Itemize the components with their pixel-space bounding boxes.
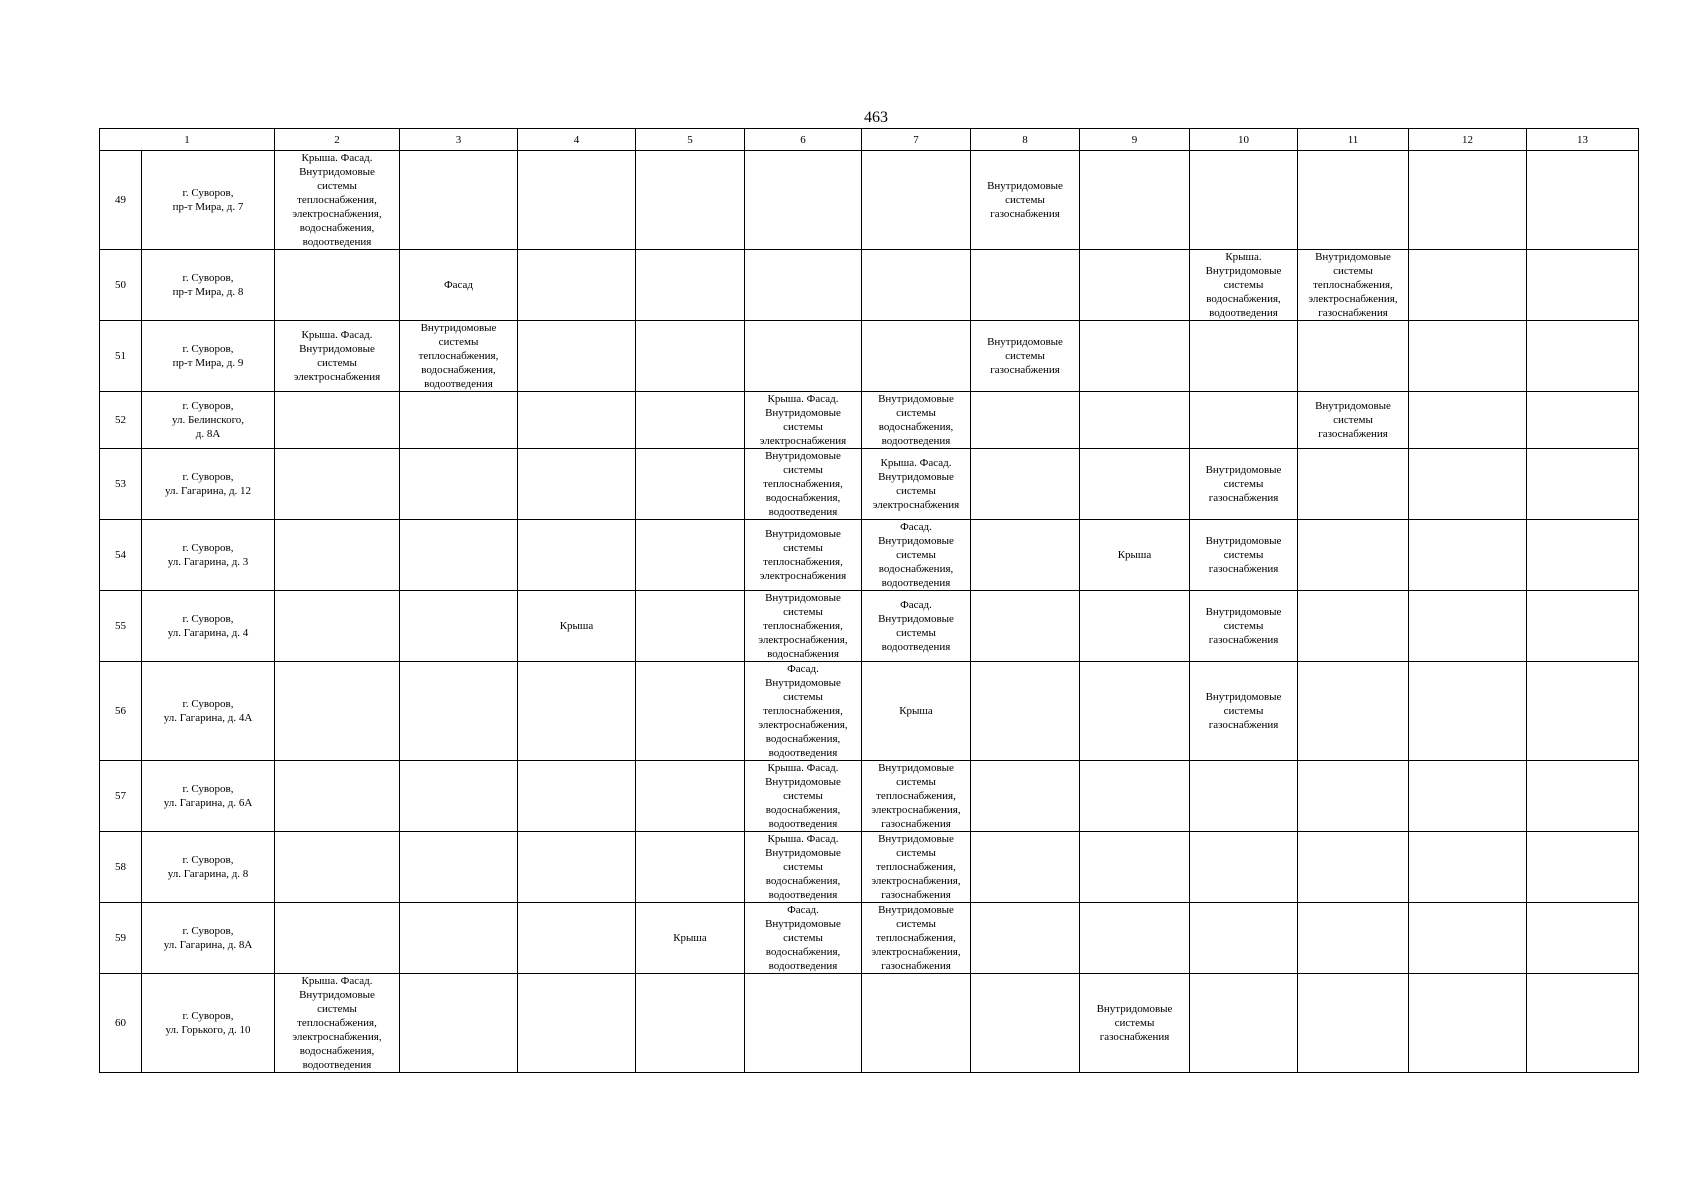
address-cell	[142, 449, 275, 520]
work-cell	[636, 832, 745, 903]
work-cell	[1527, 250, 1639, 321]
work-cell	[862, 321, 971, 392]
work-cell	[745, 832, 862, 903]
work-cell	[745, 591, 862, 662]
work-cell	[518, 761, 636, 832]
work-cell	[1409, 761, 1527, 832]
work-text: Крыша	[559, 620, 594, 632]
work-cell	[1527, 761, 1639, 832]
work-cell	[275, 832, 400, 903]
work-cell	[275, 591, 400, 662]
work-cell	[400, 974, 518, 1073]
address-text: г. Суворов, ул. Гагарина, д. 4А	[163, 698, 253, 724]
column-header: 7	[862, 129, 971, 151]
table-row	[100, 392, 1639, 449]
work-cell	[1190, 761, 1298, 832]
column-header: 5	[636, 129, 745, 151]
row-number: 53	[100, 449, 142, 520]
work-cell	[1409, 591, 1527, 662]
work-cell	[1080, 321, 1190, 392]
column-header: 2	[275, 129, 400, 151]
work-text: Крыша. Фасад. Внутридомовые системы электроснабжения	[759, 393, 847, 447]
work-cell	[1527, 321, 1639, 392]
work-text: Крыша. Фасад. Внутридомовые системы теплоснабжения, электроснабжения, водоснабжения, водоотведения	[292, 152, 382, 248]
work-text: Фасад. Внутридомовые системы водоотведения	[878, 599, 954, 653]
work-text: Фасад. Внутридомовые системы водоснабжения, водоотведения	[765, 904, 841, 972]
work-cell	[400, 903, 518, 974]
work-cell	[1190, 321, 1298, 392]
address-cell	[142, 392, 275, 449]
work-cell	[275, 321, 400, 392]
work-cell	[275, 761, 400, 832]
address-cell	[142, 151, 275, 250]
work-cell	[1080, 662, 1190, 761]
work-text: Внутридомовые системы теплоснабжения, электроснабжения, водоснабжения	[758, 592, 848, 660]
work-cell	[400, 449, 518, 520]
work-cell	[1298, 520, 1409, 591]
row-number: 50	[100, 250, 142, 321]
work-cell	[1080, 151, 1190, 250]
work-cell	[862, 520, 971, 591]
work-cell	[1409, 832, 1527, 903]
column-header: 10	[1190, 129, 1298, 151]
work-text: Крыша	[1117, 549, 1152, 561]
work-cell	[1527, 591, 1639, 662]
work-cell	[971, 392, 1080, 449]
work-cell	[745, 662, 862, 761]
work-cell	[971, 832, 1080, 903]
work-cell	[971, 321, 1080, 392]
work-cell	[636, 974, 745, 1073]
work-cell	[636, 449, 745, 520]
work-cell	[1190, 903, 1298, 974]
work-text: Внутридомовые системы газоснабжения	[1205, 606, 1282, 646]
work-cell	[1409, 903, 1527, 974]
work-cell	[518, 832, 636, 903]
work-cell	[518, 321, 636, 392]
work-cell	[400, 392, 518, 449]
column-header: 1	[100, 129, 275, 151]
address-text: г. Суворов, ул. Горького, д. 10	[165, 1010, 251, 1036]
table-row	[100, 449, 1639, 520]
work-cell	[1298, 974, 1409, 1073]
work-cell	[518, 392, 636, 449]
work-cell	[745, 250, 862, 321]
work-text: Внутридомовые системы теплоснабжения, электроснабжения, газоснабжения	[871, 833, 961, 901]
address-text: г. Суворов, ул. Гагарина, д. 12	[164, 471, 252, 497]
address-cell	[142, 591, 275, 662]
work-cell	[636, 591, 745, 662]
work-text: Внутридомовые системы газоснабжения	[987, 180, 1063, 220]
address-cell	[142, 903, 275, 974]
page-number: 463	[864, 109, 888, 126]
work-cell	[636, 761, 745, 832]
work-cell	[400, 662, 518, 761]
work-cell	[1527, 974, 1639, 1073]
work-cell	[518, 520, 636, 591]
work-cell	[971, 591, 1080, 662]
table-row	[100, 903, 1639, 974]
work-cell	[275, 903, 400, 974]
work-cell	[518, 250, 636, 321]
work-cell	[1298, 250, 1409, 321]
address-text: г. Суворов, ул. Белинского, д. 8А	[171, 400, 245, 440]
row-number: 55	[100, 591, 142, 662]
work-cell	[1080, 974, 1190, 1073]
address-cell	[142, 832, 275, 903]
work-cell	[745, 392, 862, 449]
work-cell	[1527, 520, 1639, 591]
work-cell	[862, 974, 971, 1073]
row-number: 60	[100, 974, 142, 1073]
work-text: Внутридомовые системы газоснабжения	[1205, 464, 1282, 504]
work-cell	[971, 761, 1080, 832]
row-number: 59	[100, 903, 142, 974]
table-row	[100, 591, 1639, 662]
address-text: г. Суворов, ул. Гагарина, д. 6А	[163, 783, 253, 809]
address-cell	[142, 761, 275, 832]
work-text: Внутридомовые системы газоснабжения	[987, 336, 1063, 376]
work-cell	[971, 974, 1080, 1073]
row-number: 52	[100, 392, 142, 449]
work-cell	[275, 250, 400, 321]
address-text: г. Суворов, ул. Гагарина, д. 8А	[163, 925, 253, 951]
row-number: 51	[100, 321, 142, 392]
work-cell	[1190, 520, 1298, 591]
table-body	[100, 151, 1639, 1073]
work-cell	[745, 903, 862, 974]
work-cell	[518, 974, 636, 1073]
work-text: Крыша. Фасад. Внутридомовые системы теплоснабжения, электроснабжения, водоснабжения, водоотведения	[292, 975, 382, 1071]
work-cell	[636, 392, 745, 449]
column-header: 13	[1527, 129, 1639, 151]
work-cell	[1527, 662, 1639, 761]
table-row	[100, 761, 1639, 832]
address-text: г. Суворов, пр-т Мира, д. 7	[172, 187, 244, 213]
work-cell	[1298, 591, 1409, 662]
work-cell	[1190, 662, 1298, 761]
work-cell	[745, 151, 862, 250]
work-cell	[1080, 250, 1190, 321]
work-cell	[971, 903, 1080, 974]
work-cell	[1409, 250, 1527, 321]
work-cell	[971, 449, 1080, 520]
table-row	[100, 662, 1639, 761]
work-cell	[1527, 392, 1639, 449]
work-cell	[1190, 974, 1298, 1073]
work-cell	[275, 974, 400, 1073]
work-cell	[636, 662, 745, 761]
work-cell	[518, 662, 636, 761]
work-cell	[1190, 392, 1298, 449]
work-cell	[862, 662, 971, 761]
work-cell	[518, 151, 636, 250]
work-cell	[862, 449, 971, 520]
work-cell	[400, 151, 518, 250]
work-text: Крыша. Фасад. Внутридомовые системы водоснабжения, водоотведения	[765, 833, 841, 901]
work-cell	[745, 449, 862, 520]
work-cell	[1527, 151, 1639, 250]
work-cell	[1298, 662, 1409, 761]
work-cell	[1190, 250, 1298, 321]
column-number-row	[100, 129, 1639, 151]
work-cell	[862, 903, 971, 974]
work-cell	[400, 250, 518, 321]
work-cell	[1298, 151, 1409, 250]
work-cell	[745, 321, 862, 392]
work-text: Внутридомовые системы теплоснабжения, водоснабжения, водоотведения	[763, 450, 843, 518]
schedule-table	[99, 128, 1639, 1073]
work-text: Внутридомовые системы теплоснабжения, электроснабжения, газоснабжения	[871, 904, 961, 972]
work-cell	[971, 662, 1080, 761]
work-text: Крыша. Фасад. Внутридомовые системы электроснабжения	[293, 329, 381, 383]
row-number: 56	[100, 662, 142, 761]
row-number: 49	[100, 151, 142, 250]
work-cell	[400, 321, 518, 392]
work-cell	[1190, 151, 1298, 250]
work-cell	[1298, 449, 1409, 520]
work-cell	[971, 151, 1080, 250]
column-header: 9	[1080, 129, 1190, 151]
work-cell	[1298, 392, 1409, 449]
work-cell	[275, 392, 400, 449]
table-row	[100, 321, 1639, 392]
table-row	[100, 974, 1639, 1073]
work-cell	[1409, 974, 1527, 1073]
work-text: Крыша	[899, 705, 933, 717]
address-text: г. Суворов, ул. Гагарина, д. 8	[167, 854, 249, 880]
work-text: Крыша. Фасад. Внутридомовые системы водоснабжения, водоотведения	[765, 762, 841, 830]
work-cell	[1080, 591, 1190, 662]
work-cell	[400, 591, 518, 662]
table-row	[100, 520, 1639, 591]
address-cell	[142, 974, 275, 1073]
work-cell	[275, 151, 400, 250]
address-cell	[142, 520, 275, 591]
work-cell	[1190, 832, 1298, 903]
work-text: Крыша. Фасад. Внутридомовые системы электроснабжения	[872, 457, 960, 511]
table-row	[100, 832, 1639, 903]
work-cell	[745, 974, 862, 1073]
address-text: г. Суворов, пр-т Мира, д. 9	[172, 343, 244, 369]
work-text: Фасад. Внутридомовые системы водоснабжения, водоотведения	[878, 521, 954, 589]
row-number: 54	[100, 520, 142, 591]
work-text: Крыша	[673, 932, 707, 944]
work-cell	[636, 903, 745, 974]
address-text: г. Суворов, ул. Гагарина, д. 4	[167, 613, 249, 639]
work-cell	[862, 761, 971, 832]
table-row	[100, 250, 1639, 321]
work-cell	[1409, 449, 1527, 520]
work-cell	[275, 662, 400, 761]
work-cell	[1298, 832, 1409, 903]
work-cell	[1080, 449, 1190, 520]
work-cell	[636, 321, 745, 392]
work-cell	[1409, 392, 1527, 449]
work-cell	[1409, 520, 1527, 591]
work-cell	[636, 250, 745, 321]
work-cell	[636, 520, 745, 591]
work-cell	[1298, 903, 1409, 974]
work-cell	[1298, 761, 1409, 832]
work-text: Внутридомовые системы теплоснабжения, водоснабжения, водоотведения	[418, 322, 499, 390]
work-cell	[862, 151, 971, 250]
work-text: Фасад. Внутридомовые системы теплоснабжения, электроснабжения, водоснабжения, водоотведения	[758, 663, 848, 759]
work-cell	[1527, 449, 1639, 520]
work-text: Внутридомовые системы газоснабжения	[1205, 691, 1282, 731]
work-cell	[971, 250, 1080, 321]
work-text: Фасад	[443, 279, 474, 291]
work-cell	[745, 520, 862, 591]
table-row	[100, 151, 1639, 250]
work-text: Внутридомовые системы теплоснабжения, электроснабжения	[759, 528, 847, 582]
work-text: Внутридомовые системы теплоснабжения, электроснабжения, газоснабжения	[871, 762, 961, 830]
work-cell	[1080, 761, 1190, 832]
work-cell	[1409, 662, 1527, 761]
work-cell	[862, 250, 971, 321]
work-text: Внутридомовые системы газоснабжения	[1096, 1003, 1173, 1043]
work-cell	[862, 392, 971, 449]
work-cell	[1298, 321, 1409, 392]
work-text: Внутридомовые системы водоснабжения, водоотведения	[878, 393, 954, 447]
work-cell	[400, 520, 518, 591]
work-cell	[1190, 591, 1298, 662]
work-cell	[518, 903, 636, 974]
work-cell	[400, 832, 518, 903]
work-cell	[275, 520, 400, 591]
work-cell	[1409, 321, 1527, 392]
column-header: 3	[400, 129, 518, 151]
work-cell	[1080, 520, 1190, 591]
work-cell	[1527, 903, 1639, 974]
address-text: г. Суворов, ул. Гагарина, д. 3	[167, 542, 249, 568]
column-header: 8	[971, 129, 1080, 151]
work-text: Внутридомовые системы газоснабжения	[1315, 400, 1391, 440]
row-number: 57	[100, 761, 142, 832]
work-cell	[275, 449, 400, 520]
row-number: 58	[100, 832, 142, 903]
column-header: 6	[745, 129, 862, 151]
work-cell	[636, 151, 745, 250]
work-cell	[745, 761, 862, 832]
work-cell	[1080, 832, 1190, 903]
work-text: Внутридомовые системы газоснабжения	[1205, 535, 1282, 575]
work-cell	[1409, 151, 1527, 250]
work-cell	[862, 832, 971, 903]
column-header: 4	[518, 129, 636, 151]
address-text: г. Суворов, пр-т Мира, д. 8	[172, 272, 244, 298]
work-cell	[862, 591, 971, 662]
work-cell	[971, 520, 1080, 591]
column-header: 12	[1409, 129, 1527, 151]
work-cell	[1080, 392, 1190, 449]
address-cell	[142, 662, 275, 761]
address-cell	[142, 250, 275, 321]
column-header: 11	[1298, 129, 1409, 151]
work-cell	[518, 449, 636, 520]
work-cell	[1190, 449, 1298, 520]
address-cell	[142, 321, 275, 392]
work-text: Крыша. Внутридомовые системы водоснабжения, водоотведения	[1205, 251, 1282, 319]
work-cell	[1527, 832, 1639, 903]
work-cell	[518, 591, 636, 662]
work-text: Внутридомовые системы теплоснабжения, электроснабжения, газоснабжения	[1308, 251, 1398, 319]
work-cell	[400, 761, 518, 832]
work-cell	[1080, 903, 1190, 974]
